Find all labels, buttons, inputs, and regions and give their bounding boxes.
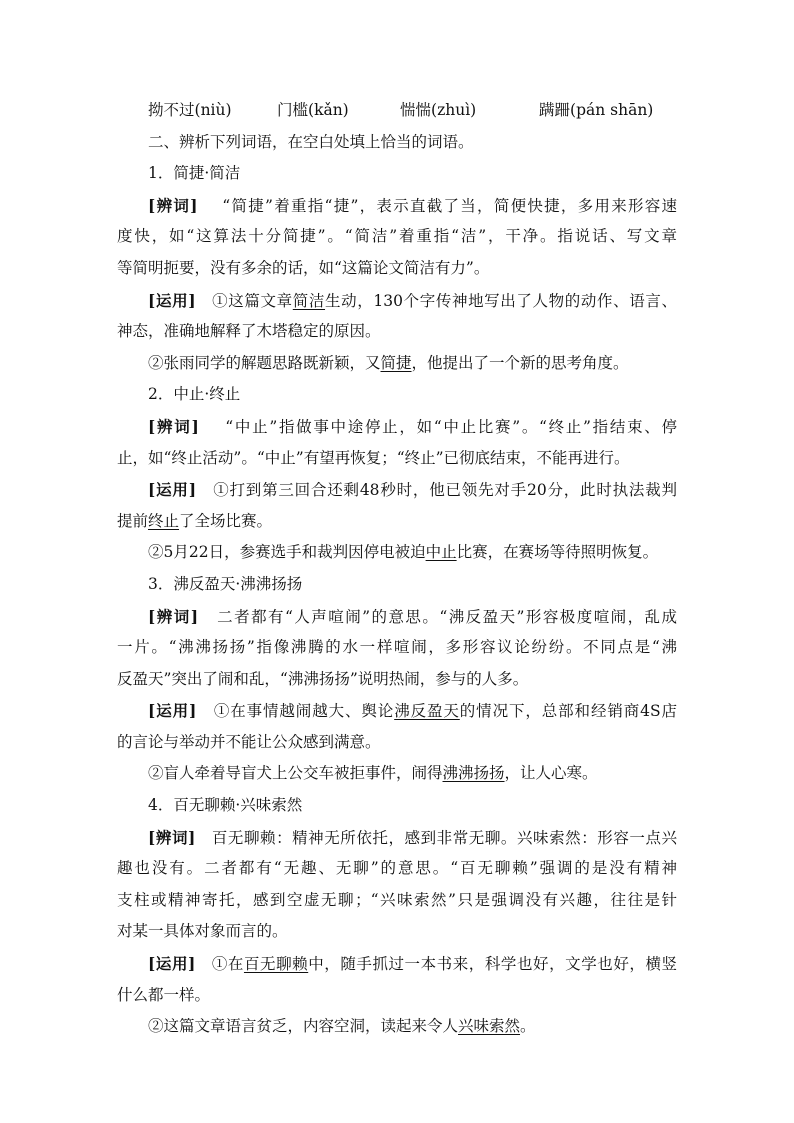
bianci-line: 趣也没有。二者都有“无趣、无聊”的意思。“百无聊赖”强调的是没有精神 [117,859,677,878]
answer-word: 百无聊赖 [243,955,309,974]
bianci-tag: [辨词] [148,606,199,626]
yunyong-line: [运用] ①在事情越闹越大、舆论沸反盈天的情况下，总部和经销商4S店 [148,701,678,721]
bianci-line: [辨词] “中止”指做事中途停止，如“中止比赛”。“终止”指结束、停 [148,416,677,436]
yunyong-line: 神态，准确地解释了木塔稳定的原因。 [117,322,381,341]
yunyong-tag: [运用] [148,290,196,310]
yunyong-line: [运用] ①打到第三回合还剩48秒时，他已领先对手20分，此时执法裁判 [148,480,678,500]
pinyin-item: 门槛(kǎn) [277,101,349,119]
answer-word: 终止 [148,511,180,530]
bianci-line: 支柱或精神寄托，感到空虚无聊；“兴味索然”只是强调没有兴趣，往往是针 [117,890,677,909]
bianci-line: [辨词] 百无聊赖：精神无所依托，感到非常无聊。兴味索然：形容一点兴 [148,827,678,847]
yunyong-line: ②盲人牵着导盲犬上公交车被拒事件，闹得沸沸扬扬，让人心寒。 [148,764,598,783]
yunyong-line: [运用] ①这篇文章简洁生动，130个字传神地写出了人物的动作、语言、 [148,290,677,310]
yunyong-tag: [运用] [148,701,197,721]
answer-word: 中止 [425,543,457,562]
bianci-line: [辨词] 二者都有“人声喧闹”的意思。“沸反盈天”形容极度喧闹，乱成 [148,606,678,626]
group-heading: 3．沸反盈天·沸沸扬扬 [148,574,303,593]
answer-word: 沸沸扬扬 [442,764,505,783]
bianci-line: 止，如“终止活动”。“中止”有望再恢复；“终止”已彻底结束，不能再进行。 [117,448,630,467]
yunyong-line: ②张雨同学的解题思路既新颖，又简捷，他提出了一个新的思考角度。 [148,353,629,372]
pinyin-item: 蹒跚(pán shān) [539,101,654,119]
bianci-line: 对某一具体对象而言的。 [117,922,288,941]
document-body [117,95,677,1043]
answer-word: 简洁 [292,291,326,310]
bianci-line: 反盈天”突出了闹和乱，“沸沸扬扬”说明热闹，参与的人多。 [117,669,529,688]
yunyong-line: [运用] ①在百无聊赖中，随手抓过一本书来，科学也好，文学也好，横竖 [148,954,677,974]
yunyong-line: 的言论与举动并不能让公众感到满意。 [117,732,381,751]
answer-word: 兴味索然 [458,1017,521,1036]
bianci-tag: [辨词] [148,416,199,436]
yunyong-line: 什么都一样。 [117,985,211,1004]
pinyin-item: 拗不过(niù) [148,101,232,119]
group-heading: 1．简捷·简洁 [148,164,241,183]
bianci-line: 等简明扼要，没有多余的话，如“这篇论文简洁有力”。 [117,258,490,277]
yunyong-line: ②这篇文章语言贫乏，内容空洞，读起来令人兴味索然。 [148,1017,536,1036]
bianci-tag: [辨词] [148,195,198,215]
group-heading: 4．百无聊赖·兴味索然 [148,796,303,815]
bianci-line: 度快，如“这算法十分简捷”。“简洁”着重指“洁”，干净。指说话、写文章 [117,227,677,246]
group-heading: 2．中止·终止 [148,385,241,404]
bianci-line: 一片。“沸沸扬扬”指像沸腾的水一样喧闹，多形容议论纷纷。不同点是“沸 [117,638,677,657]
yunyong-tag: [运用] [148,954,196,974]
yunyong-tag: [运用] [148,480,197,500]
answer-word: 沸反盈天 [394,702,460,721]
pinyin-item: 惴惴(zhuì) [400,101,477,119]
section-title: 二、辨析下列词语，在空白处填上恰当的词语。 [148,132,474,151]
answer-word: 简捷 [380,353,412,372]
bianci-line: [辨词] “简捷”着重指“捷”，表示直截了当，简便快捷，多用来形容速 [148,195,678,215]
yunyong-line: 提前终止了全场比赛。 [117,511,273,530]
bianci-tag: [辨词] [148,827,196,847]
yunyong-line: ②5月22日，参赛选手和裁判因停电被迫中止比赛，在赛场等待照明恢复。 [148,543,659,562]
pinyin-row [117,95,677,127]
